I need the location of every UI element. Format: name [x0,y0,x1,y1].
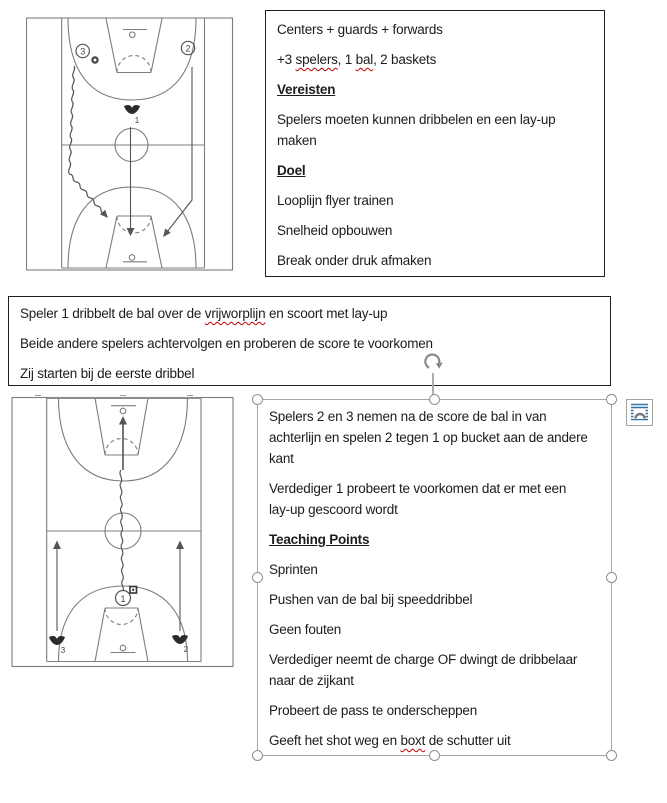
text-run: , 2 baskets [373,52,437,67]
selection-handle-top-left[interactable] [252,394,263,405]
text-run: Speler 1 dribbelt de bal over de [20,306,205,321]
player-1-label: 1 [120,594,126,604]
text-run: Sprinten [269,562,318,577]
player-1-marker [116,591,131,606]
text-run: Teaching Points [269,532,370,547]
paragraph [277,250,593,271]
selection-handle-top-right[interactable] [606,394,617,405]
paragraph [269,589,600,610]
paragraph [277,220,593,241]
text-run: Doel [277,163,306,178]
selection-handle-bottom-center[interactable] [429,750,440,761]
paragraph [20,303,599,324]
text-run: Zij starten bij de eerste dribbel [20,366,195,381]
paragraph [269,559,600,580]
sprint-arrow-right [176,541,184,632]
paragraph [269,730,600,751]
text-run: de schutter uit [425,733,511,748]
court-diagram-top[interactable] [26,17,234,277]
action-textbox[interactable] [8,296,611,386]
player-1-label: 1 [134,116,140,125]
text-run: kant [269,451,294,466]
requirements-textbox[interactable] [265,10,605,277]
paragraph [269,700,600,721]
text-run: Pushen van de bal bij speeddribbel [269,592,473,607]
layout-options-button[interactable] [626,399,653,426]
player-3-label: 3 [60,646,66,655]
selection-handle-top-center[interactable] [429,394,440,405]
misspelled-word: vrijworplijn [204,306,266,321]
paragraph [269,478,600,520]
misspelled-word: bal [355,52,374,67]
text-run: Break onder druk afmaken [277,253,432,268]
misspelled-word: boxt [400,733,426,748]
paragraph [269,406,600,469]
text-run: Snelheid opbouwen [277,223,393,238]
paragraph [20,363,599,384]
layout-options-icon [627,400,652,425]
paragraph [277,79,593,100]
player-2-label: 2 [185,43,191,54]
rotate-handle-icon[interactable] [421,350,445,379]
paragraph [277,49,593,70]
player-2-marker [172,635,189,654]
text-run: Geeft het shot weg en [269,733,401,748]
player-3-marker [76,44,89,57]
text-run: Geen fouten [269,622,342,637]
selection-handle-bottom-left[interactable] [252,750,263,761]
ball-icon [92,57,97,62]
player-3-marker [49,636,66,655]
text-run: Verdediger 1 probeert te voorkomen dat er met een [269,481,567,496]
text-run: naar de zijkant [269,673,354,688]
text-run: Centers + guards + forwards [277,22,443,37]
paragraph [277,109,593,151]
paragraph [277,190,593,211]
player-2-label: 2 [183,645,189,654]
cut-arrow-right [163,67,192,237]
paragraph [269,529,600,550]
misspelled-word: spelers [295,52,338,67]
text-run: maken [277,133,317,148]
text-run: Probeert de pass te onderscheppen [269,703,478,718]
cut-arrow-center [127,127,135,236]
selection-handle-middle-left[interactable] [252,572,263,583]
layup-arrow [119,416,127,470]
sprint-arrow-left [53,541,61,632]
dribble-path [69,66,105,214]
text-run: en scoort met lay-up [265,306,388,321]
paragraph [269,649,600,691]
text-run: Beide andere spelers achtervolgen en proberen de score te voorkomen [20,336,433,351]
selection-handle-middle-right[interactable] [606,572,617,583]
text-run: Spelers moeten kunnen dribbelen en een lay-up [277,112,556,127]
text-run: Looplijn flyer trainen [277,193,394,208]
text-run: Vereisten [277,82,336,97]
court-diagram-bottom[interactable] [11,393,235,676]
text-run: , 1 [337,52,356,67]
paragraph [277,19,593,40]
paragraph [269,619,600,640]
ball-icon [130,587,137,594]
text-run: achterlijn en spelen 2 tegen 1 op bucket aan de andere [269,430,588,445]
paragraph [277,160,593,181]
player-1-marker [124,105,140,125]
player-3-label: 3 [80,46,86,57]
paragraph [20,333,599,354]
text-run: +3 [277,52,296,67]
selection-handle-bottom-right[interactable] [606,750,617,761]
text-run: Verdediger neemt de charge OF dwingt de dribbelaar [269,652,578,667]
text-run: Spelers 2 en 3 nemen na de score de bal in van [269,409,547,424]
details-textbox[interactable] [257,399,612,756]
text-run: lay-up gescoord wordt [269,502,398,517]
